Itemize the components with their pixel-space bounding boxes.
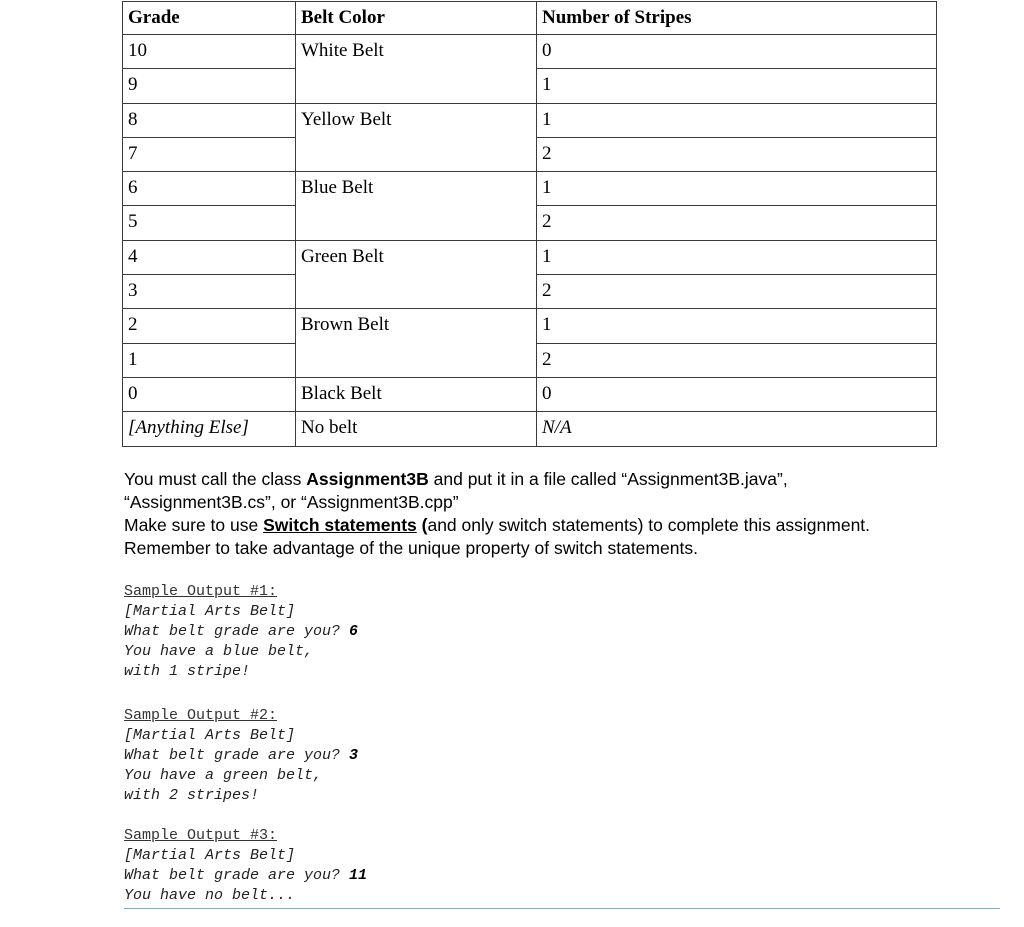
sample-input: 6 bbox=[349, 623, 359, 640]
belt-cell: No belt bbox=[296, 412, 537, 446]
sample-input: 3 bbox=[349, 747, 359, 764]
stripes-cell: 1 bbox=[537, 103, 937, 137]
sample-prompt: What belt grade are you? bbox=[124, 747, 350, 764]
sample-prompt-line bbox=[124, 622, 358, 642]
sample-heading: Sample Output #2: bbox=[124, 707, 278, 724]
belt-cell: Green Belt bbox=[296, 240, 537, 274]
stripes-cell: 2 bbox=[537, 137, 937, 171]
belt-cell: Yellow Belt bbox=[296, 103, 537, 137]
grade-cell: 7 bbox=[123, 137, 296, 171]
stripes-cell: 0 bbox=[537, 377, 937, 411]
belt-cell-empty bbox=[296, 343, 537, 377]
sample-title: [Martial Arts Belt] bbox=[124, 847, 296, 864]
sample-output-line: You have a green belt, bbox=[124, 767, 323, 784]
sample-title: [Martial Arts Belt] bbox=[124, 727, 296, 744]
sample-output-3 bbox=[124, 826, 367, 906]
stripes-cell: 2 bbox=[537, 343, 937, 377]
table-row bbox=[123, 275, 937, 309]
switch-statements-emphasis: Switch statements bbox=[263, 515, 417, 535]
instruction-paragraph-filename bbox=[124, 468, 884, 514]
table-row bbox=[123, 377, 937, 411]
instruction-paragraph-switch bbox=[124, 514, 884, 560]
stripes-cell: 1 bbox=[537, 309, 937, 343]
grade-cell: [Anything Else] bbox=[123, 412, 296, 446]
stripes-cell: 1 bbox=[537, 172, 937, 206]
belt-cell: Black Belt bbox=[296, 377, 537, 411]
sample-output-line: You have no belt... bbox=[124, 887, 296, 904]
table-row bbox=[123, 240, 937, 274]
grade-cell: 4 bbox=[123, 240, 296, 274]
table-row bbox=[123, 309, 937, 343]
grade-cell: 8 bbox=[123, 103, 296, 137]
stripes-cell: 1 bbox=[537, 69, 937, 103]
table-row bbox=[123, 103, 937, 137]
header-grade: Grade bbox=[123, 2, 296, 35]
class-name: Assignment3B bbox=[306, 469, 429, 489]
sample-prompt-line bbox=[124, 746, 358, 766]
instruction-text: Make sure to use bbox=[124, 515, 264, 535]
grade-cell: 10 bbox=[123, 35, 296, 69]
sample-output-line: You have a blue belt, bbox=[124, 643, 314, 660]
header-number-of-stripes: Number of Stripes bbox=[537, 2, 937, 35]
bottom-divider bbox=[124, 908, 1000, 909]
assignment-instructions bbox=[124, 468, 884, 560]
belt-cell-empty bbox=[296, 137, 537, 171]
stripes-cell: 1 bbox=[537, 240, 937, 274]
grade-cell: 0 bbox=[123, 377, 296, 411]
table-row bbox=[123, 412, 937, 446]
belt-cell: Blue Belt bbox=[296, 172, 537, 206]
belt-cell-empty bbox=[296, 69, 537, 103]
grade-cell: 9 bbox=[123, 69, 296, 103]
sample-output-2 bbox=[124, 706, 358, 806]
sample-prompt: What belt grade are you? bbox=[124, 867, 350, 884]
table-row bbox=[123, 35, 937, 69]
sample-prompt: What belt grade are you? bbox=[124, 623, 350, 640]
table-row bbox=[123, 206, 937, 240]
belt-grade-table bbox=[122, 1, 937, 447]
sample-heading: Sample Output #3: bbox=[124, 827, 278, 844]
grade-cell: 5 bbox=[123, 206, 296, 240]
instruction-text: and put it in a file called “Assignment3B.java”, “Assignment3B.cs”, or “Assignment3B.cpp” bbox=[124, 469, 788, 512]
grade-cell: 6 bbox=[123, 172, 296, 206]
table-row bbox=[123, 69, 937, 103]
grade-cell: 2 bbox=[123, 309, 296, 343]
grade-cell: 1 bbox=[123, 343, 296, 377]
belt-cell: Brown Belt bbox=[296, 309, 537, 343]
sample-prompt-line bbox=[124, 866, 367, 886]
instruction-text: and only switch statements) to complete this assignment. Remember to take advantage of the unique property of switch statements. bbox=[124, 515, 871, 558]
stripes-cell: N/A bbox=[537, 412, 937, 446]
sample-title: [Martial Arts Belt] bbox=[124, 603, 296, 620]
instruction-text: You must call the class bbox=[124, 469, 307, 489]
belt-cell-empty bbox=[296, 206, 537, 240]
sample-output-1 bbox=[124, 582, 358, 682]
table-row bbox=[123, 137, 937, 171]
stripes-cell: 2 bbox=[537, 275, 937, 309]
sample-output-line: with 1 stripe! bbox=[124, 663, 251, 680]
table-header-row bbox=[123, 2, 937, 35]
table-row bbox=[123, 172, 937, 206]
header-belt-color: Belt Color bbox=[296, 2, 537, 35]
sample-heading: Sample Output #1: bbox=[124, 583, 278, 600]
belt-cell: White Belt bbox=[296, 35, 537, 69]
sample-output-line: with 2 stripes! bbox=[124, 787, 260, 804]
stripes-cell: 2 bbox=[537, 206, 937, 240]
table-row bbox=[123, 343, 937, 377]
open-paren: ( bbox=[416, 515, 428, 535]
grade-cell: 3 bbox=[123, 275, 296, 309]
stripes-cell: 0 bbox=[537, 35, 937, 69]
sample-input: 11 bbox=[349, 867, 368, 884]
belt-cell-empty bbox=[296, 275, 537, 309]
